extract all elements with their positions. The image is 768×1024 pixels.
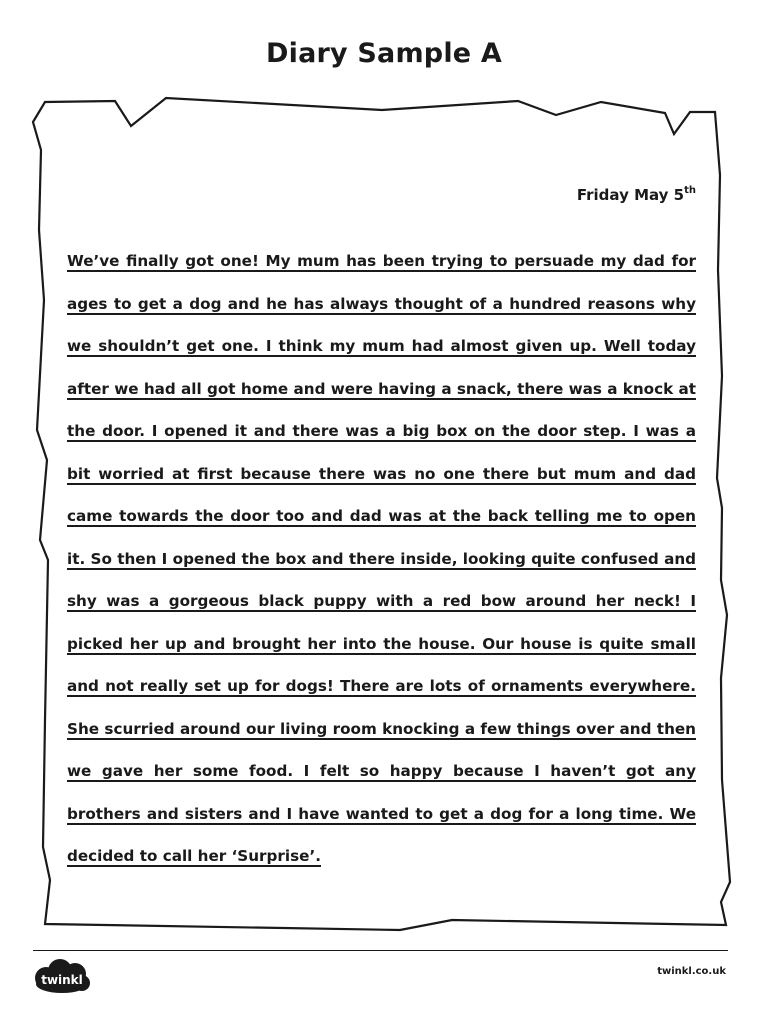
page-title: Diary Sample A: [266, 38, 502, 69]
twinkl-logo: [30, 956, 94, 996]
date-ordinal: th: [684, 185, 696, 196]
twinkl-logo-text: twinkl: [41, 973, 83, 987]
diary-entry: We’ve finally got one! My mum has been trying to persuade my dad for ages to get a dog and he has always thought of a hundred reasons why we shouldn’t get one. I think my mum had almost given up. Well today after we had all got home and were having a snack, there was a knock at the door. I opened it and there was a big box on the door step. I was a bit worried at first because there was no one there but mum and dad came towards the door too and dad was at the back telling me to open it. So then I opened the box and there inside, looking quite confused and shy was a gorgeous black puppy with a red bow around her neck! I picked her up and brought her into the house. Our house is quite small and not really set up for dogs! There are lots of ornaments everywhere. She scurried around our living room knocking a few things over and then we gave her some food. I felt so happy because I haven’t got any brothers and sisters and I have wanted to get a dog for a long time. We decided to call her ‘Surprise’.: [67, 252, 696, 865]
footer-divider: [33, 950, 728, 951]
diary-date: [577, 186, 696, 204]
date-text: Friday May 5: [576, 186, 685, 204]
footer-url[interactable]: twinkl.co.uk: [657, 966, 726, 977]
